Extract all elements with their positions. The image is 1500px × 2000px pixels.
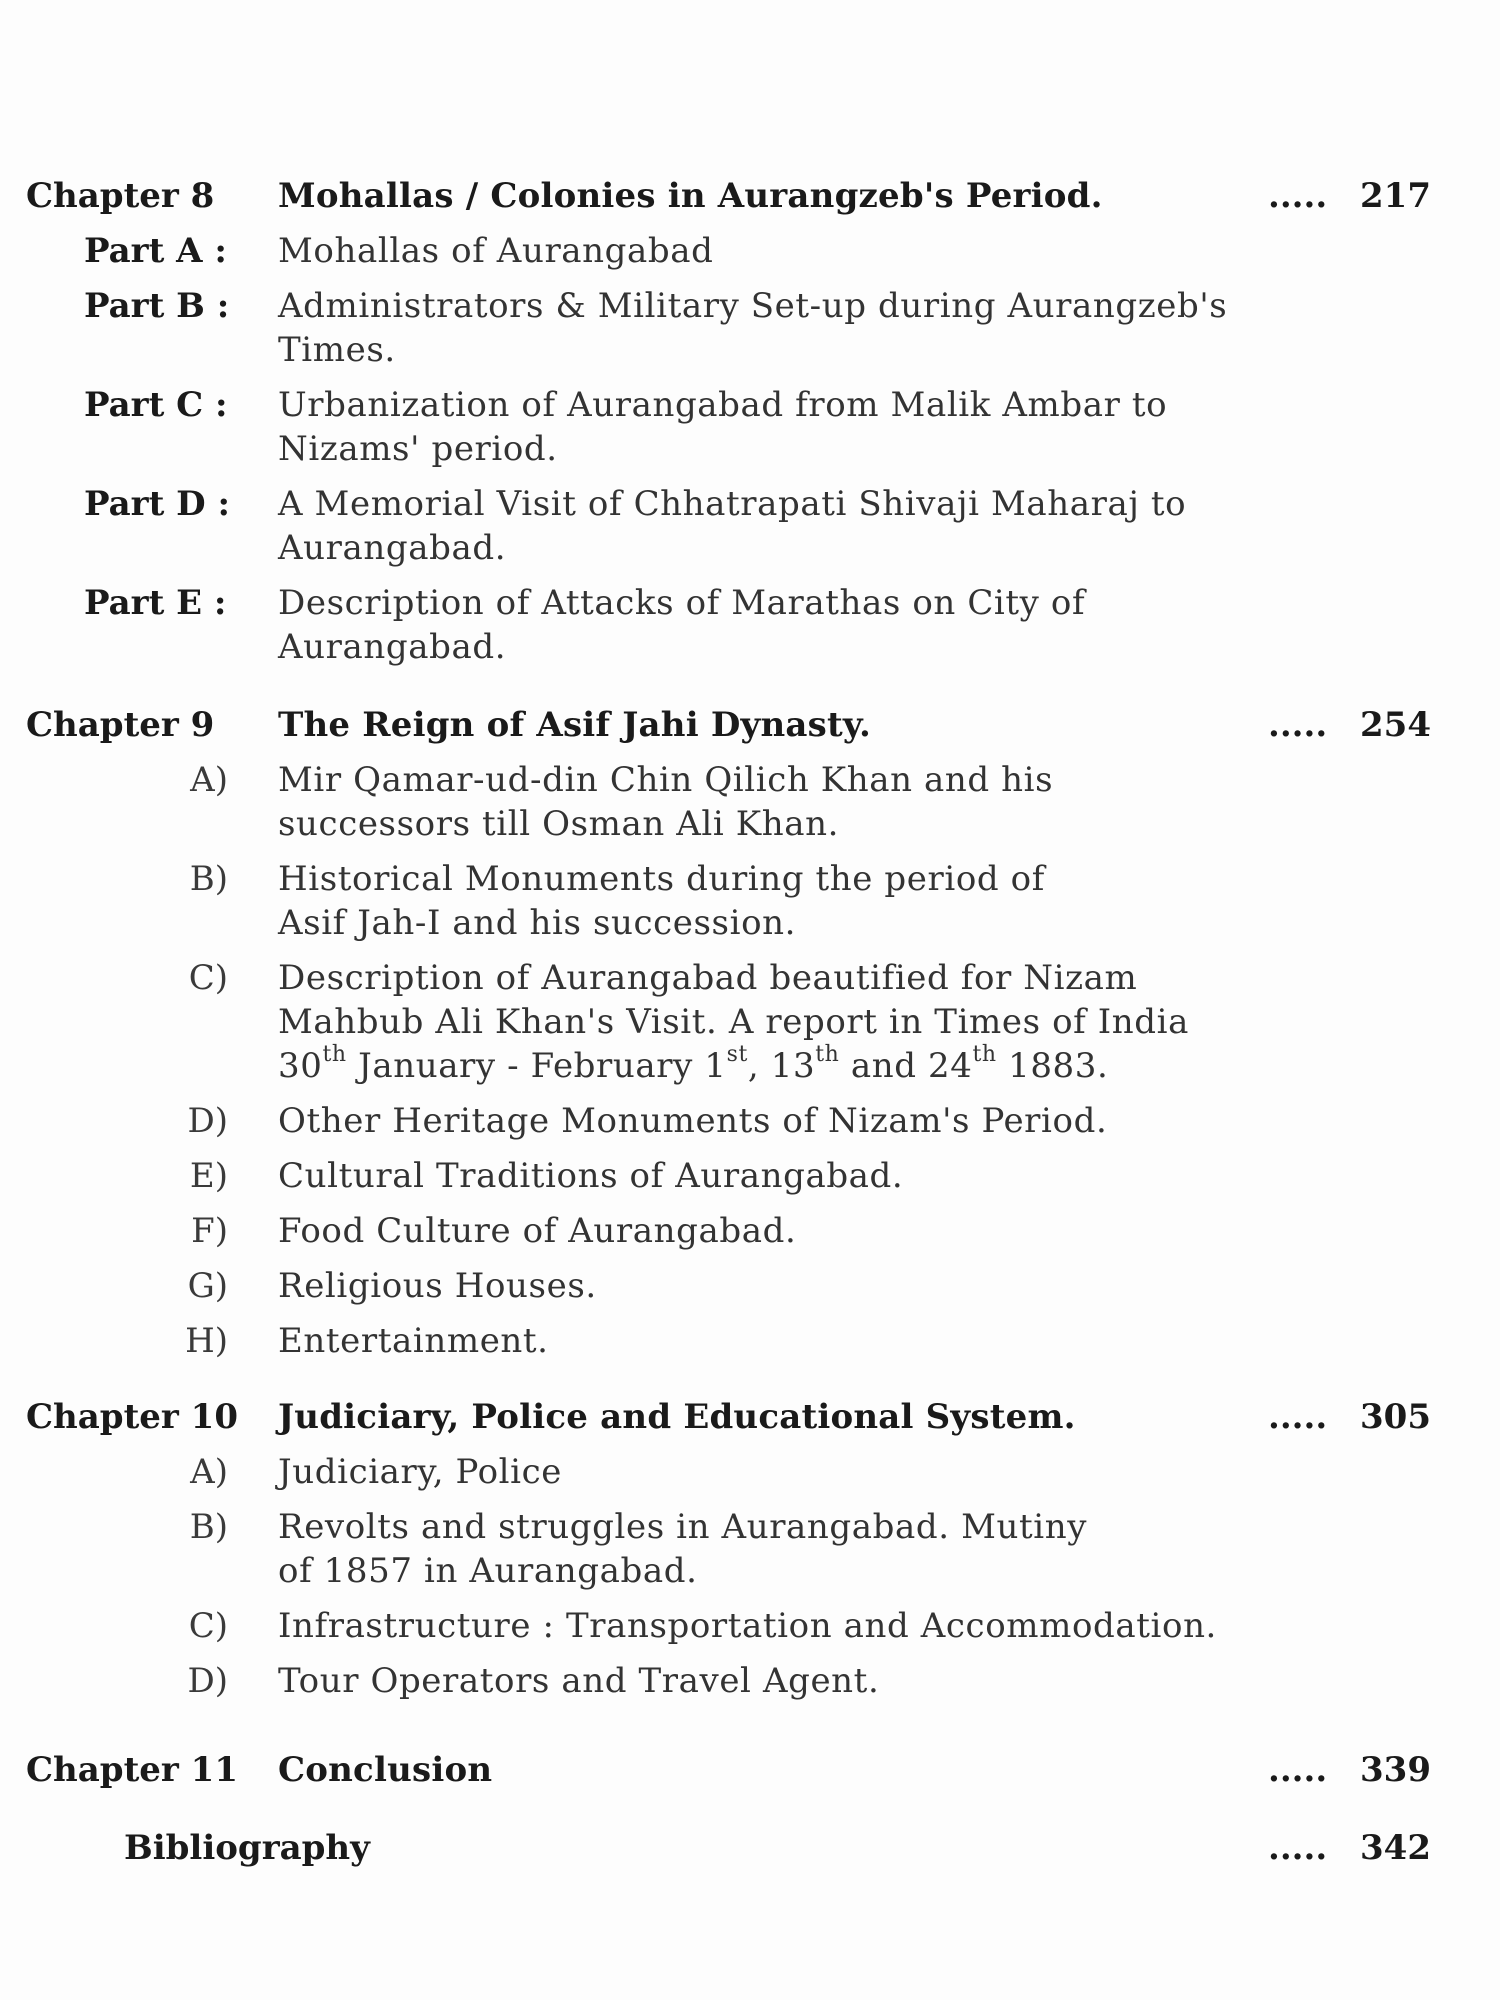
date-text: and [839, 1046, 928, 1086]
item-label: H) [185, 1321, 228, 1361]
page-number: 342 [1360, 1828, 1431, 1868]
text-line: Cultural Traditions of Aurangabad. [278, 1156, 904, 1196]
text-line: Description of Attacks of Marathas on City of [278, 583, 1086, 623]
ordinal-suffix: th [322, 1041, 347, 1067]
chapter-label: Chapter 10 [26, 1397, 238, 1437]
item-text [278, 956, 1278, 1088]
item-text [278, 1209, 1278, 1253]
text-line: Judiciary, Police [278, 1452, 562, 1492]
text-line: Mohallas of Aurangabad [278, 231, 714, 271]
text-line: Historical Monuments during the period of [278, 859, 1045, 899]
text-line: successors till Osman Ali Khan. [278, 804, 840, 844]
chapter-label: Chapter 9 [26, 705, 215, 745]
text-line: Asif Jah-I and his succession. [278, 903, 797, 943]
item-label: D) [187, 1101, 228, 1141]
part-label: Part C : [84, 385, 228, 425]
part-text [278, 383, 1278, 471]
date-text: , [747, 1046, 771, 1086]
text-line: Religious Houses. [278, 1266, 597, 1306]
date-text: 1883. [996, 1046, 1109, 1086]
chapter-title: Mohallas / Colonies in Aurangzeb's Period. [278, 176, 1103, 216]
item-label: B) [189, 1507, 228, 1547]
item-label: C) [188, 1606, 228, 1646]
text-line: Food Culture of Aurangabad. [278, 1211, 797, 1251]
date-text: January - February [346, 1046, 705, 1086]
item-label: E) [189, 1156, 228, 1196]
text-line: Times. [278, 330, 396, 370]
text-line: of 1857 in Aurangabad. [278, 1551, 698, 1591]
chapter-title: Conclusion [278, 1750, 493, 1790]
date-number: 24 [928, 1046, 973, 1086]
text-line: Mahbub Ali Khan's Visit. A report in Times of India [278, 1002, 1189, 1042]
text-line: Tour Operators and Travel Agent. [278, 1661, 880, 1701]
item-text [278, 1099, 1278, 1143]
text-line: Aurangabad. [278, 528, 507, 568]
page-number: 305 [1360, 1397, 1431, 1437]
chapter-label: Chapter 8 [26, 176, 215, 216]
item-text [278, 857, 1278, 945]
item-text [278, 1604, 1278, 1648]
ordinal-suffix: th [972, 1041, 997, 1067]
text-line: A Memorial Visit of Chhatrapati Shivaji Maharaj to [278, 484, 1187, 524]
leader-dots: ..... [1268, 176, 1328, 216]
text-line: Nizams' period. [278, 429, 558, 469]
ordinal-suffix: st [726, 1041, 748, 1067]
text-line: Urbanization of Aurangabad from Malik Ambar to [278, 385, 1168, 425]
leader-dots: ..... [1268, 1750, 1328, 1790]
item-label: A) [190, 760, 228, 800]
date-number: 1 [704, 1046, 727, 1086]
item-label: B) [189, 859, 228, 899]
text-line: Mir Qamar-ud-din Chin Qilich Khan and his [278, 760, 1054, 800]
date-number: 13 [770, 1046, 816, 1086]
date-line [278, 1041, 1278, 1088]
ordinal-suffix: th [815, 1041, 840, 1067]
item-text [278, 1505, 1278, 1593]
part-text [278, 581, 1278, 669]
item-text [278, 1154, 1278, 1198]
leader-dots: ..... [1268, 1828, 1328, 1868]
page-number: 254 [1360, 705, 1431, 745]
leader-dots: ..... [1268, 705, 1328, 745]
leader-dots: ..... [1268, 1397, 1328, 1437]
page-number: 217 [1360, 176, 1431, 216]
bibliography-label: Bibliography [124, 1828, 370, 1868]
text-line: Description of Aurangabad beautified for Nizam [278, 958, 1138, 998]
part-text [278, 482, 1278, 570]
item-label: G) [187, 1266, 228, 1306]
text-line: Revolts and struggles in Aurangabad. Mutiny [278, 1507, 1088, 1547]
item-text [278, 1264, 1278, 1308]
part-label: Part E : [84, 583, 227, 623]
text-line: Other Heritage Monuments of Nizam's Period. [278, 1101, 1108, 1141]
chapter-label: Chapter 11 [26, 1750, 238, 1790]
text-line: Aurangabad. [278, 627, 507, 667]
text-line: Infrastructure : Transportation and Accommodation. [278, 1606, 1217, 1646]
chapter-title: Judiciary, Police and Educational System. [278, 1397, 1076, 1437]
item-text [278, 1319, 1278, 1363]
item-label: A) [190, 1452, 228, 1492]
part-label: Part D : [84, 484, 231, 524]
item-text [278, 758, 1278, 846]
item-label: C) [188, 958, 228, 998]
date-number: 30 [278, 1046, 323, 1086]
item-label: F) [191, 1211, 228, 1251]
part-text [278, 229, 1278, 273]
text-line: Administrators & Military Set-up during Aurangzeb's [278, 286, 1228, 326]
part-label: Part A : [84, 231, 227, 271]
item-label: D) [187, 1661, 228, 1701]
item-text [278, 1450, 1278, 1494]
part-label: Part B : [84, 286, 230, 326]
item-text [278, 1659, 1278, 1703]
part-text [278, 284, 1278, 372]
page-number: 339 [1360, 1750, 1431, 1790]
text-line: Entertainment. [278, 1321, 549, 1361]
chapter-title: The Reign of Asif Jahi Dynasty. [278, 705, 871, 745]
